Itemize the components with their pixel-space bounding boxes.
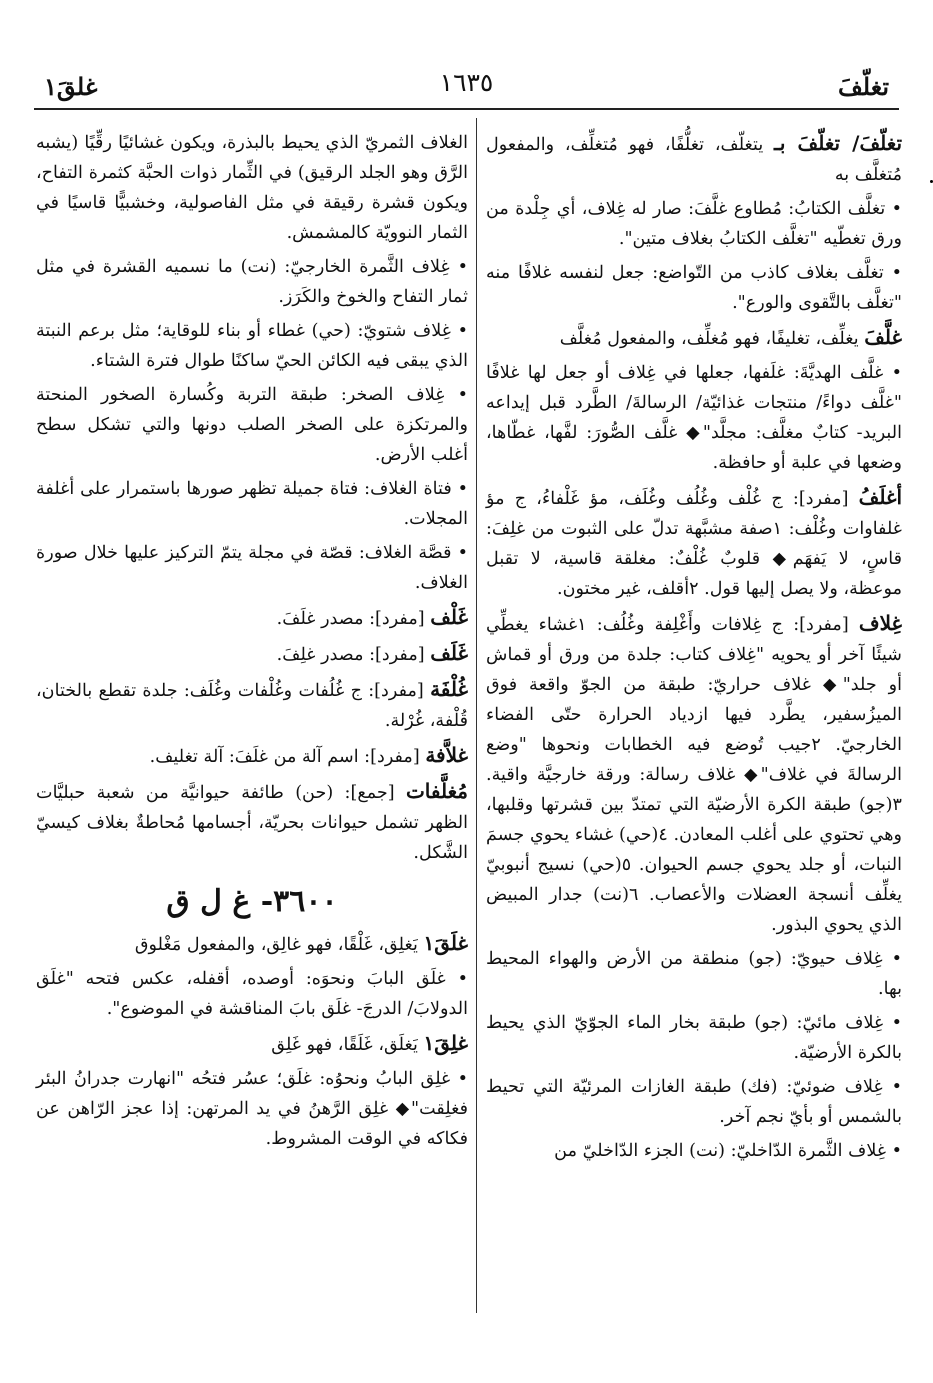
dictionary-entry bbox=[486, 1136, 902, 1166]
entry-headword: غلِقَ١ bbox=[423, 1031, 468, 1055]
entry-text: • فتاة الغلاف: فتاة جميلة تظهر صورها باستمرار على أغلفة المجلات. bbox=[36, 479, 468, 529]
dictionary-entry bbox=[36, 928, 468, 960]
left-column bbox=[36, 128, 468, 1158]
dictionary-entry bbox=[36, 316, 468, 376]
dictionary-entry bbox=[36, 474, 468, 534]
header-last-word: غلقَ١ bbox=[44, 72, 98, 101]
entry-text: [مفرد]: ج غِلافات وأَغْلِفة وغُلُف: ١غشاء يغطِّي شيئًا آخر أو يحويه "غِلاف كتاب: جلدة من ورق أو قماش أو جلد"◆ غلاف حراريّ: طبقة من الجوّ واقعة فوق الميزُسفير، يطَّرد فيها ازدياد الحرارة حتّى الفضاء الخارجيّ. ٢جيب تُوضع فيه الخطابات ونحوها "وضع الرسالةَ في غلاف"◆ غلاف رسالة: ورقة خارجيَّة واقية. ٣(جو) طبقة الكرة الأرضيّة التي تمتدّ بين قشرتها وقلبها، وهي تحتوي على أغلب المعادن. ٤(حي) غشاء يحوي جسمَ النبات، أو جلد يحوي جسم الحيوان. ٥(حي) نسيج أنبوبيّ يغلِّف أنسجة العضلات والأعصاب. ٦(نت) جدار المبيض الذي يحوي البذور. bbox=[486, 615, 902, 935]
entry-text: • غِلاف الثَّمرة الخارجيّ: (نت) ما نسميه القشرة في مثل ثمار التفاح والخوخ والكَرَز. bbox=[36, 257, 468, 307]
column-divider bbox=[476, 118, 477, 1313]
dictionary-entry bbox=[36, 602, 468, 634]
entry-text: • غِلاف الثَّمرة الدّاخليّ: (نت) الجزء الدّاخليّ من bbox=[554, 1141, 902, 1161]
dictionary-entry bbox=[486, 322, 902, 354]
dictionary-entry bbox=[36, 380, 468, 470]
entry-text: • غِلاف شتويّ: (حي) غطاء أو بناء للوقاية؛ مثل برعم النبتة الذي يبقى فيه الكائن الحيّ ساكنًا طوال فترة الشتاء. bbox=[36, 321, 468, 371]
entry-text: • غِلاف الصخر: طبقة التربة وكُسارة الصخور المنحتة والمرتكزة على الصخر الصلب دونها والتي تشكل سطح أغلب الأرض. bbox=[36, 385, 468, 465]
entry-headword: غلاَّفة bbox=[425, 743, 468, 767]
dictionary-entry bbox=[486, 258, 902, 318]
entry-text: • غلَّف الهديَّةَ: غلَفها، جعلها في غِلاف أو جعل لها غلافًا "غلَّف دواءً/ منتجات غذائيّة/ الرسالةَ/ الطَّرد قبل إيداعه البريد- كتابٌ مغلَّف: مجلَّد"◆ غلَّف الصُّورَ: لفَّها، غطّاها، وضعها في علبة أو حافظة. bbox=[486, 363, 902, 473]
entry-text: • تغلَّف الكتابُ: مُطاوع غلَّفَ: صار له غِلاف، أي جِلْدة من ورق تغطّيه "تغلَّف الكتابُ بغلاف متين". bbox=[486, 199, 902, 249]
entry-headword: مُغلَّفات bbox=[405, 779, 468, 803]
dictionary-entry bbox=[36, 252, 468, 312]
entry-text: [مفرد]: ج غُلُفات وغُلْفات وغُلَف: جلدة تقطع بالختان، قُلْفة، غُرْلة. bbox=[36, 681, 468, 731]
entry-headword: غُلْفَة bbox=[430, 677, 468, 701]
page-number: ١٦٣٥ bbox=[439, 68, 494, 97]
entry-headword: غِلاف bbox=[858, 611, 902, 635]
entry-text: [مفرد]: مصدر غلِفَ. bbox=[276, 645, 425, 665]
dictionary-entry bbox=[486, 1008, 902, 1068]
entry-text: يتغلّف، تغلُّفًا، فهو مُتغلِّف، والمفعول مُتغلَّف به bbox=[486, 135, 902, 185]
entry-text: [مفرد]: اسم آلة من غلَفَ: آلة تغليف. bbox=[149, 747, 420, 767]
left-column-top bbox=[36, 128, 468, 868]
dictionary-entry bbox=[36, 128, 468, 248]
dictionary-entry bbox=[486, 1072, 902, 1132]
page-header bbox=[44, 58, 889, 108]
dictionary-entry bbox=[36, 1028, 468, 1060]
dictionary-entry bbox=[486, 128, 902, 190]
header-first-word: تغلّفَ bbox=[837, 72, 889, 101]
dictionary-entry bbox=[36, 740, 468, 772]
dictionary-entry bbox=[36, 638, 468, 670]
entry-text: • تغلَّف بغلاف كاذب من التّواضع: جعل لنفسه غلافًا منه "تغلَّف بالتَّقوى والورع". bbox=[486, 263, 902, 313]
dictionary-entry bbox=[486, 944, 902, 1004]
entry-text: • غِلاف ضوئيّ: (فك) طبقة الغازات المرئيّة التي تحيط بالشمس أو بأيّ نجم آخر. bbox=[486, 1077, 902, 1127]
entry-text: يغلِّف، تغليفًا، فهو مُغلِّف، والمفعول مُغلَّف bbox=[559, 329, 859, 349]
dictionary-entry bbox=[36, 964, 468, 1024]
entry-text: [جمع]: (حن) طائفة حيوانيَّة من شعبة حبليَّات الظهر تشمل حيوانات بحريّة، أجسامها مُحاطةٌ بغلاف كيسيّ الشَّكل. bbox=[36, 783, 468, 863]
dictionary-entry bbox=[486, 358, 902, 478]
entry-text: • قصَّة الغلاف: قصّة في مجلة يتمّ التركيز عليها خلال صورة الغلاف. bbox=[36, 543, 468, 593]
entry-text: [مفرد]: ج غُلْف وغُلُف وغُلَف، مؤ غَلْفاءُ، ج مؤ غلفاوات وغُلْف: ١صفة مشبَّهة تدلّ على الثبوت من غلِفَ: قاسٍ، لا يَفهَم◆ قلوبٌ غُلْفٌ: مغلقة قاسية، لا تقبل موعظة، ولا يصل إليها قول. ٢أقلف، غير مختون. bbox=[486, 489, 902, 599]
header-rule bbox=[34, 108, 899, 110]
entry-text: يَغلَق، غَلَقًا، فهو غَلِق bbox=[271, 1035, 418, 1055]
entry-text: الغلاف الثمريّ الذي يحيط بالبذرة، ويكون غشائيًا رقِّيًا (يشبه الرَّق وهو الجلد الرقيق) في الثِّمار ذوات الحبَّة كثمرة التفاح، ويكون قشرة رقيقة في مثل الفاصولية، وخشبيًّا قاسيًا في الثمار النوويّة كالمشمش. bbox=[36, 133, 468, 243]
entry-headword: غَلْف bbox=[430, 605, 468, 629]
entry-text: يَغلِق، غَلْقًا، فهو غالِق، والمفعول مَغْلوق bbox=[134, 935, 418, 955]
dictionary-entry bbox=[486, 482, 902, 604]
entry-headword: أغلَفُ bbox=[858, 485, 903, 509]
left-column-bottom bbox=[36, 928, 468, 1154]
dictionary-entry bbox=[36, 538, 468, 598]
dictionary-entry bbox=[36, 674, 468, 736]
entry-headword: غلَّفَ bbox=[864, 325, 902, 349]
dictionary-entry bbox=[36, 1064, 468, 1154]
entry-text: • غلِق البابُ ونحوُه: غلَق؛ عسُر فتحُه "انهارت جدرانُ البئر فغلِقت"◆ غلِق الرَّهنُ في يد المرتهن: إذا عجز الرّاهن عن فكاكه في الوقت المشروط. bbox=[36, 1069, 468, 1149]
dictionary-entry bbox=[486, 608, 902, 940]
entry-text: • غلَق البابَ ونحوَه: أوصده، أقفله، عكس فتحه "غلَق الدولابَ/ الدرجَ- غلَق بابَ المناقشة في الموضوع". bbox=[36, 969, 468, 1019]
entry-text: [مفرد]: مصدر غلَفَ. bbox=[276, 609, 425, 629]
dictionary-entry bbox=[36, 776, 468, 868]
entry-headword: غلَقَ١ bbox=[423, 931, 468, 955]
right-column bbox=[486, 128, 902, 1170]
section-title: ٣٦٠٠- غ ل ق bbox=[166, 884, 338, 919]
entry-headword: غَلَف bbox=[430, 641, 468, 665]
entry-headword: تغلّفَ/ تغلّفَ بـ bbox=[773, 131, 903, 155]
entry-text: • غِلاف مائيّ: (جو) طبقة بخار الماء الجوّيّ الذي يحيط بالكرة الأرضيّة. bbox=[486, 1013, 902, 1063]
dictionary-entry bbox=[486, 194, 902, 254]
entry-text: • غِلاف حيويّ: (جو) منطقة من الأرض والهواء المحيط بها. bbox=[486, 949, 902, 999]
